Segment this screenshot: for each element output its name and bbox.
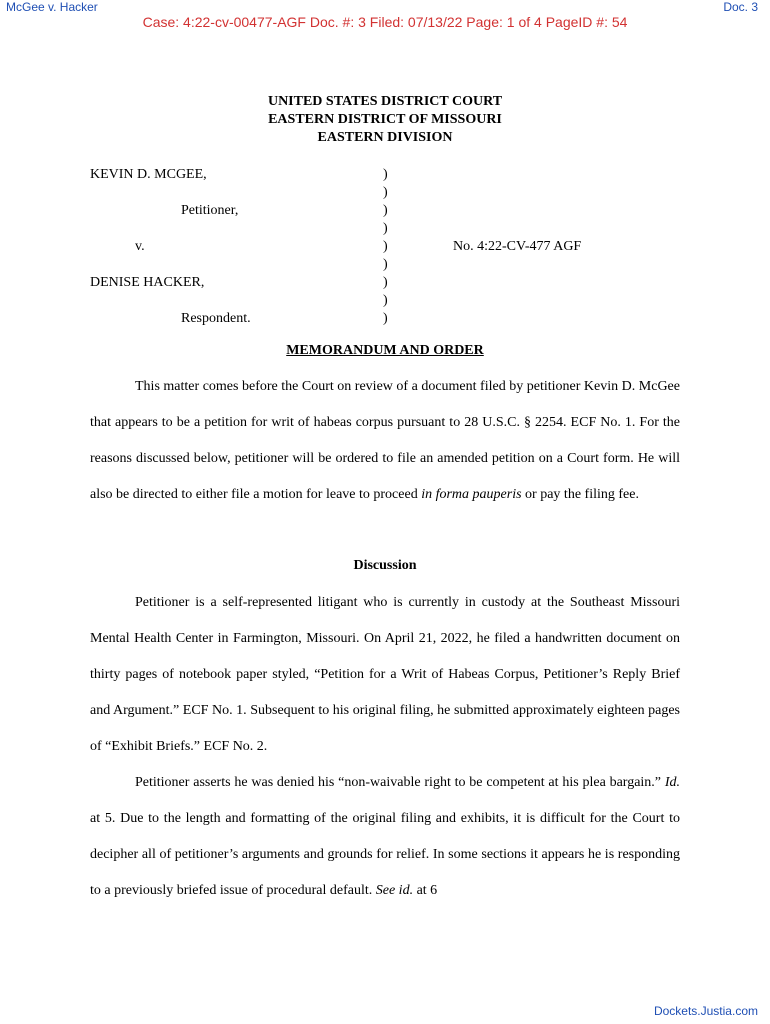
paren: ) <box>383 203 388 218</box>
paren: ) <box>383 239 388 254</box>
versus-label: v. <box>135 239 145 254</box>
filing-stamp: Case: 4:22-cv-00477-AGF Doc. #: 3 Filed: 07/13/22 Page: 1 of 4 PageID #: 54 <box>142 14 628 30</box>
source-link[interactable]: Dockets.Justia.com <box>653 1004 758 1018</box>
para-text: at 6 <box>413 883 438 898</box>
paren: ) <box>383 221 388 236</box>
discussion-paragraph-2 <box>90 765 680 909</box>
court-name: UNITED STATES DISTRICT COURT <box>267 94 503 109</box>
petitioner-role: Petitioner, <box>181 203 239 218</box>
court-heading <box>0 93 770 147</box>
para-text: at 5. Due to the length and formatting of the original filing and exhibits, it is difficult for the Court to decipher all of petitioner’s arguments and grounds for relief. In some sections it appears he is responding to a previously briefed issue of procedural default. <box>90 811 680 898</box>
paren: ) <box>383 185 388 200</box>
intro-paragraph <box>90 369 680 513</box>
paren: ) <box>383 167 388 182</box>
case-number: No. 4:22-CV-477 AGF <box>453 239 582 254</box>
court-division: EASTERN DIVISION <box>317 130 453 145</box>
respondent-role: Respondent. <box>181 311 251 326</box>
intro-text-end: or pay the filing fee. <box>521 487 639 502</box>
intro-italic-term: in forma pauperis <box>421 487 522 502</box>
caption-parentheses <box>383 166 388 328</box>
paren: ) <box>383 311 388 326</box>
section-heading: Discussion <box>353 558 417 573</box>
citation-id: Id. <box>664 775 680 790</box>
para-text: Petitioner asserts he was denied his “non-waivable right to be competent at his plea bargain.” <box>135 775 665 790</box>
petitioner-name: KEVIN D. MCGEE, <box>90 167 207 182</box>
document-title: MEMORANDUM AND ORDER <box>286 343 484 358</box>
paren: ) <box>383 293 388 308</box>
case-name-header: McGee v. Hacker <box>6 0 98 14</box>
paren: ) <box>383 275 388 290</box>
doc-number-label: Doc. 3 <box>723 0 758 14</box>
citation-see-id: See id. <box>375 883 414 898</box>
paren: ) <box>383 257 388 272</box>
intro-text: This matter comes before the Court on review of a document filed by petitioner Kevin D. McGee that appears to be a petition for writ of habeas corpus pursuant to 28 U.S.C. § 2254. ECF No. 1. For the reasons discussed below, petitioner will be ordered to file an amended petition on a Court form. He will also be directed to either file a motion for leave to proceed <box>90 379 680 502</box>
respondent-name: DENISE HACKER, <box>90 275 205 290</box>
court-district: EASTERN DISTRICT OF MISSOURI <box>268 112 502 127</box>
discussion-paragraph-1: Petitioner is a self-represented litigant who is currently in custody at the Southeast Missouri Mental Health Center in Farmington, Missouri. On April 21, 2022, he filed a handwritten document on thirty pages of notebook paper styled, “Petition for a Writ of Habeas Corpus, Petitioner’s Reply Brief and Argument.” ECF No. 1. Subsequent to his original filing, he submitted approximately eighteen pages of “Exhibit Briefs.” ECF No. 2. <box>90 595 680 754</box>
